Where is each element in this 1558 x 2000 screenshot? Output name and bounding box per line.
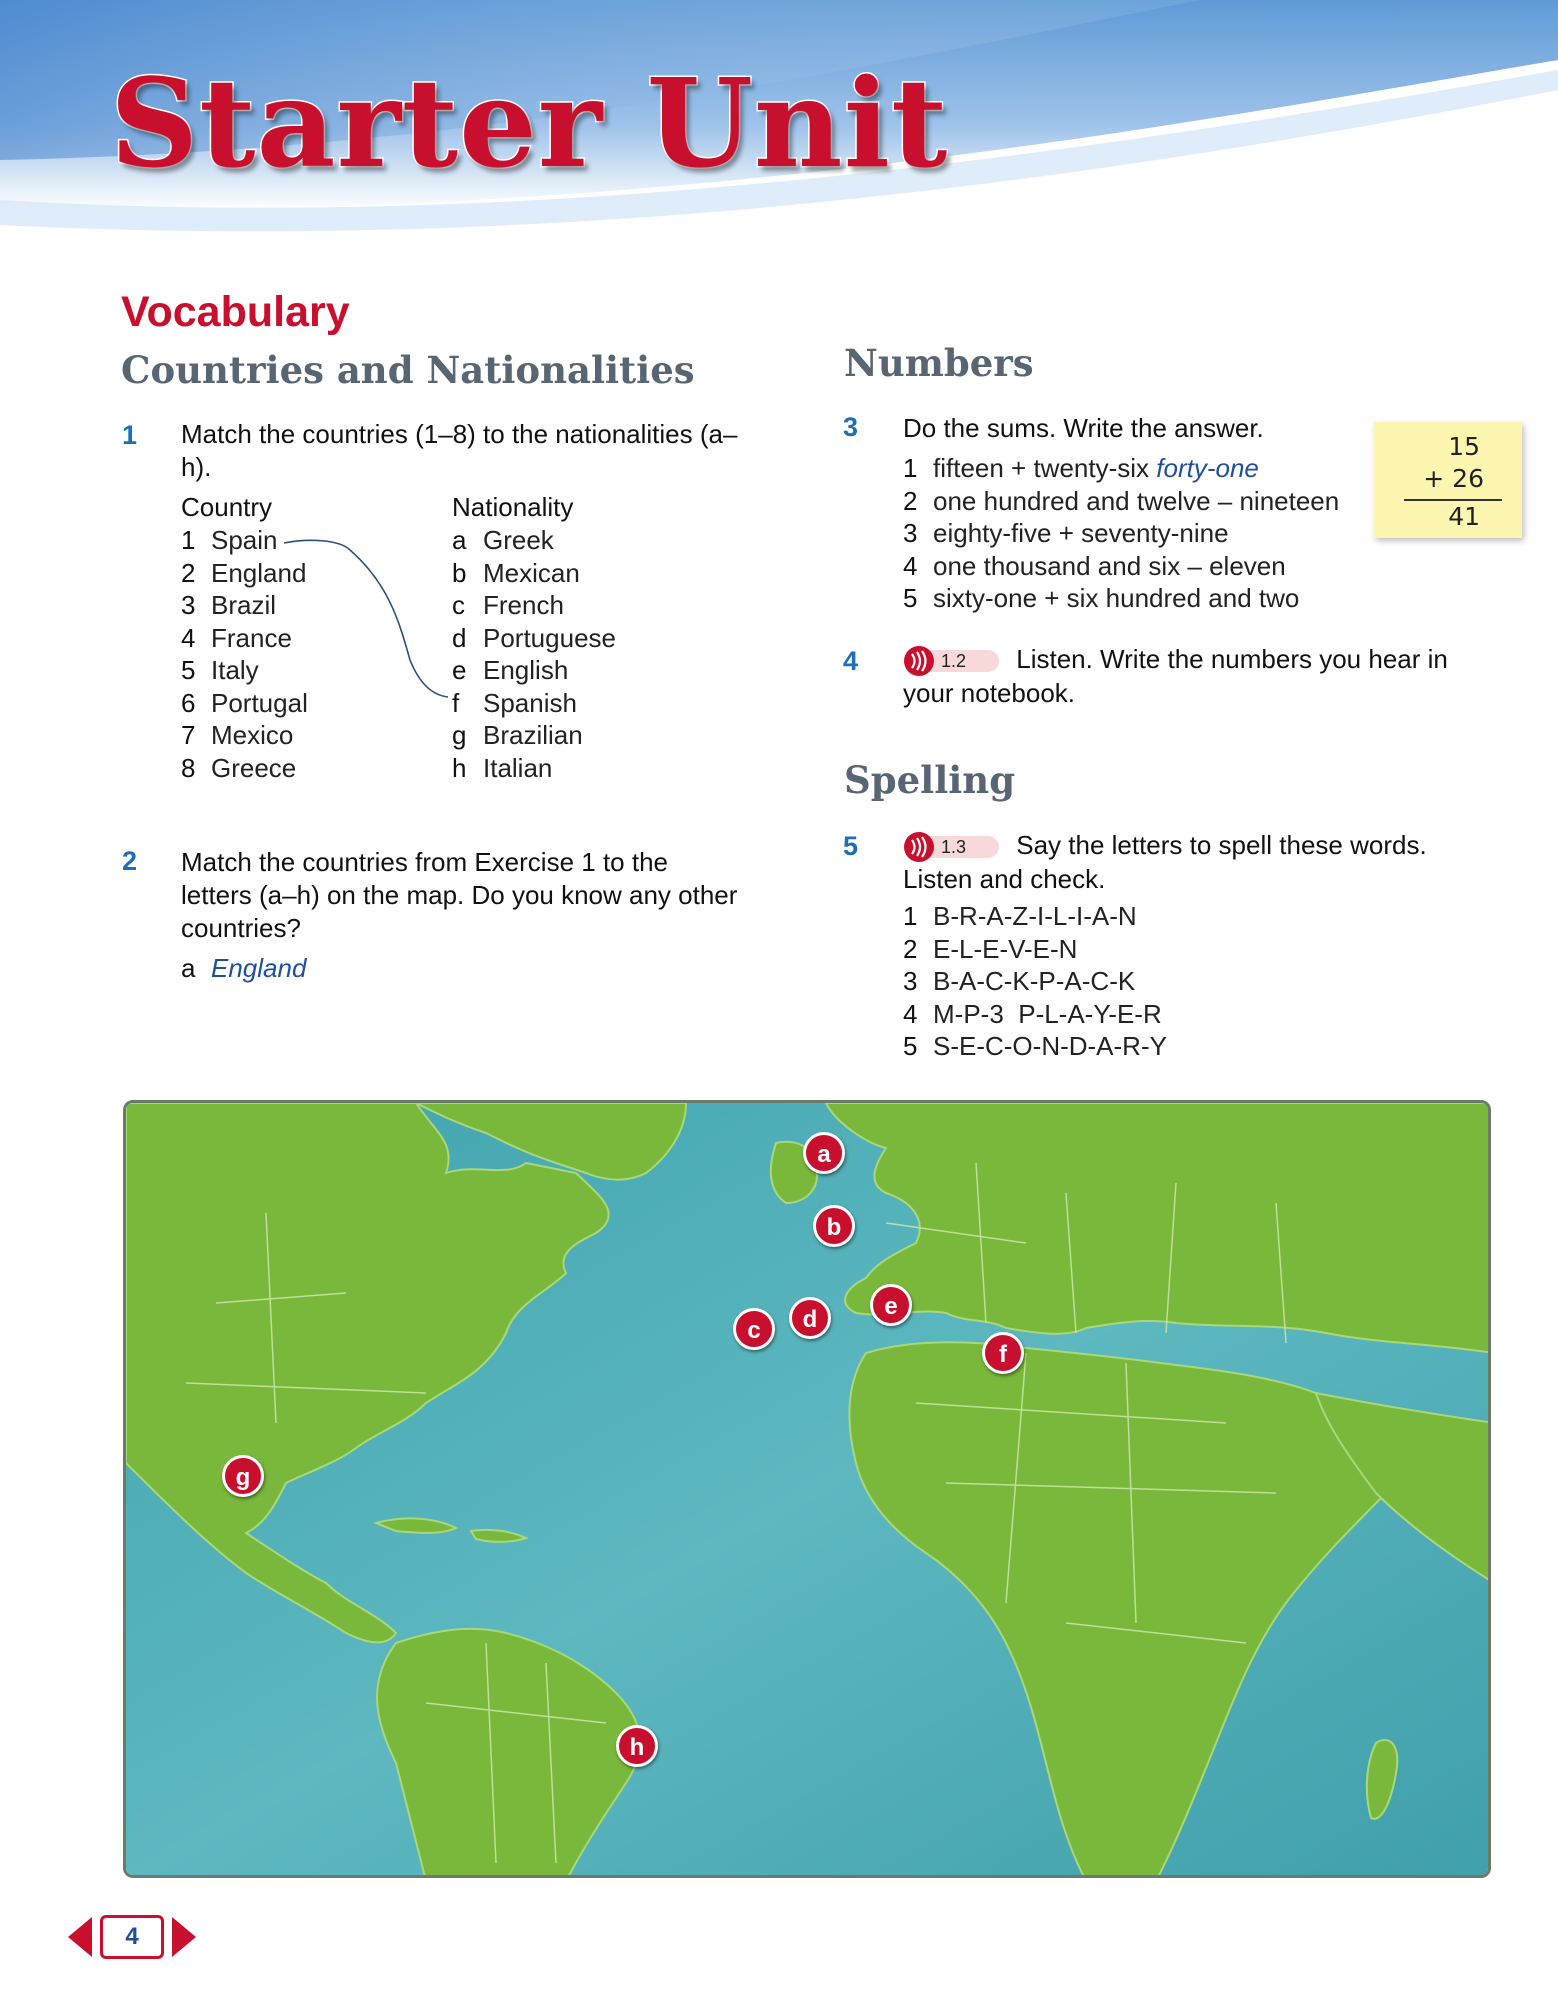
item-key: 3 xyxy=(903,966,918,996)
item-key: 3 xyxy=(903,518,918,548)
item-label: French xyxy=(483,590,564,620)
item-key: h xyxy=(452,752,467,783)
exercise-4-text xyxy=(903,643,1503,710)
item-label: Greece xyxy=(211,752,297,783)
item-key: 4 xyxy=(903,550,918,581)
item-label: Mexico xyxy=(211,720,294,750)
item-text: E-L-E-V-E-N xyxy=(933,933,1078,964)
spelling-list xyxy=(903,900,1167,1063)
item-key: b xyxy=(452,557,467,588)
list-item xyxy=(452,589,616,622)
audio-track-label: 1.2 xyxy=(941,651,967,672)
audio-track-button[interactable] xyxy=(903,831,999,863)
subhead-numbers: Numbers xyxy=(844,341,1034,385)
exercise-1-instruction: Match the countries (1–8) to the nationalities (a–h). xyxy=(181,419,738,482)
item-key: 2 xyxy=(903,933,918,964)
list-item xyxy=(903,550,1339,583)
list-item xyxy=(452,622,616,655)
map-pin[interactable]: d xyxy=(789,1297,831,1339)
item-label: Mexican xyxy=(483,557,580,588)
item-text: S-E-C-O-N-D-A-R-Y xyxy=(933,1031,1167,1061)
audio-track-button[interactable] xyxy=(903,645,999,677)
item-text: one hundred and twelve – nineteen xyxy=(933,485,1340,516)
item-key: a xyxy=(452,525,467,555)
exercise-4-instruction: Listen. Write the numbers you hear in your notebook. xyxy=(903,644,1448,709)
item-key: f xyxy=(452,687,460,718)
item-key: 4 xyxy=(903,998,918,1029)
item-key: 2 xyxy=(903,485,918,516)
item-key: 1 xyxy=(181,525,196,555)
item-key: 2 xyxy=(181,557,196,588)
sticky-note xyxy=(1374,422,1522,538)
subhead-countries-nationalities: Countries and Nationalities xyxy=(121,348,695,392)
item-label: Italy xyxy=(211,655,259,685)
country-column-heading: Country xyxy=(181,492,273,522)
exercise-5-instruction: Say the letters to spell these words. Listen and check. xyxy=(903,830,1427,895)
list-item xyxy=(903,965,1167,998)
map-pin[interactable]: a xyxy=(803,1132,845,1174)
item-key: 7 xyxy=(181,720,196,750)
item-key: 5 xyxy=(903,1031,918,1061)
prev-page-arrow-icon[interactable] xyxy=(66,1915,94,1959)
audio-track-label: 1.3 xyxy=(941,837,967,858)
exercise-number: 3 xyxy=(843,412,859,442)
list-item xyxy=(903,933,1167,966)
list-item xyxy=(903,900,1167,933)
world-map xyxy=(123,1100,1491,1878)
list-item xyxy=(452,687,616,720)
item-label: Brazil xyxy=(211,590,277,620)
item-key: 4 xyxy=(181,622,196,653)
exercise-2-instruction: Match the countries from Exercise 1 to the letters (a–h) on the map. Do you know any other countries? xyxy=(181,847,738,943)
item-key: e xyxy=(452,655,467,685)
list-item xyxy=(181,719,308,752)
note-divider xyxy=(1404,499,1502,501)
item-label: English xyxy=(483,655,569,685)
list-item xyxy=(903,582,1339,615)
item-text: B-R-A-Z-I-L-I-A-N xyxy=(933,901,1137,931)
item-text: sixty-one + six hundred and two xyxy=(933,583,1300,613)
item-label: Spain xyxy=(211,525,278,555)
list-item xyxy=(903,1030,1167,1063)
list-item xyxy=(452,524,616,557)
item-key: 3 xyxy=(181,590,196,620)
item-label: Portugal xyxy=(211,687,308,718)
item-key: 1 xyxy=(903,901,918,931)
page-navigation xyxy=(62,1915,212,1967)
exercise-3-instruction: Do the sums. Write the answer. xyxy=(903,413,1264,443)
list-item xyxy=(903,485,1339,518)
exercise-number: 2 xyxy=(122,846,138,876)
item-text: eighty-five + seventy-nine xyxy=(933,518,1229,548)
item-label: Greek xyxy=(483,525,554,555)
item-key: d xyxy=(452,622,467,653)
subhead-spelling: Spelling xyxy=(844,758,1016,802)
list-item xyxy=(452,719,616,752)
map-illustration xyxy=(126,1103,1491,1878)
map-pin[interactable]: b xyxy=(813,1205,855,1247)
item-label: Spanish xyxy=(483,687,577,718)
exercise-5-text xyxy=(903,829,1483,896)
note-result: 41 xyxy=(1448,502,1480,531)
item-key: g xyxy=(452,720,467,750)
map-pin[interactable]: c xyxy=(733,1308,775,1350)
example-match-line xyxy=(280,530,460,710)
nationality-list xyxy=(452,524,616,784)
list-item xyxy=(903,517,1339,550)
item-label: France xyxy=(211,622,292,653)
list-item xyxy=(903,998,1167,1031)
item-key: 6 xyxy=(181,687,196,718)
list-item xyxy=(452,557,616,590)
item-text: M-P-3 P-L-A-Y-E-R xyxy=(933,998,1162,1029)
next-page-arrow-icon[interactable] xyxy=(170,1915,198,1959)
map-pin[interactable]: e xyxy=(870,1284,912,1326)
exercise-number: 1 xyxy=(122,420,138,450)
item-text: B-A-C-K-P-A-C-K xyxy=(933,966,1136,996)
item-text: one thousand and six – eleven xyxy=(933,550,1286,581)
note-line-1: 15 xyxy=(1448,432,1480,461)
page-number: 4 xyxy=(100,1915,164,1959)
item-key: c xyxy=(452,590,465,620)
item-key: 5 xyxy=(181,655,196,685)
exercise-number: 4 xyxy=(843,646,859,676)
note-line-2: + 26 xyxy=(1423,464,1484,493)
list-item xyxy=(903,452,1339,485)
item-key: 8 xyxy=(181,752,196,783)
section-title-vocabulary: Vocabulary xyxy=(121,288,350,336)
exercise-2-example xyxy=(181,952,306,985)
item-text: fifteen + twenty-six xyxy=(933,453,1150,483)
list-item xyxy=(181,752,308,785)
item-answer: forty-one xyxy=(1156,453,1259,483)
item-label: England xyxy=(211,557,307,588)
exercise-number: 5 xyxy=(843,831,859,861)
item-key: 1 xyxy=(903,453,918,483)
map-pin[interactable]: f xyxy=(982,1332,1024,1374)
map-pin[interactable]: g xyxy=(222,1455,264,1497)
item-label: Portuguese xyxy=(483,622,616,653)
item-label: Brazilian xyxy=(483,720,583,750)
nationality-column-heading: Nationality xyxy=(452,492,574,522)
page-title: Starter Unit xyxy=(110,51,949,195)
list-item xyxy=(452,752,616,785)
item-key: 5 xyxy=(903,583,918,613)
list-item xyxy=(452,654,616,687)
map-pin[interactable]: h xyxy=(616,1725,658,1767)
item-label: Italian xyxy=(483,752,553,783)
sums-list xyxy=(903,452,1339,615)
example-answer: England xyxy=(211,953,307,983)
example-key: a xyxy=(181,953,196,983)
